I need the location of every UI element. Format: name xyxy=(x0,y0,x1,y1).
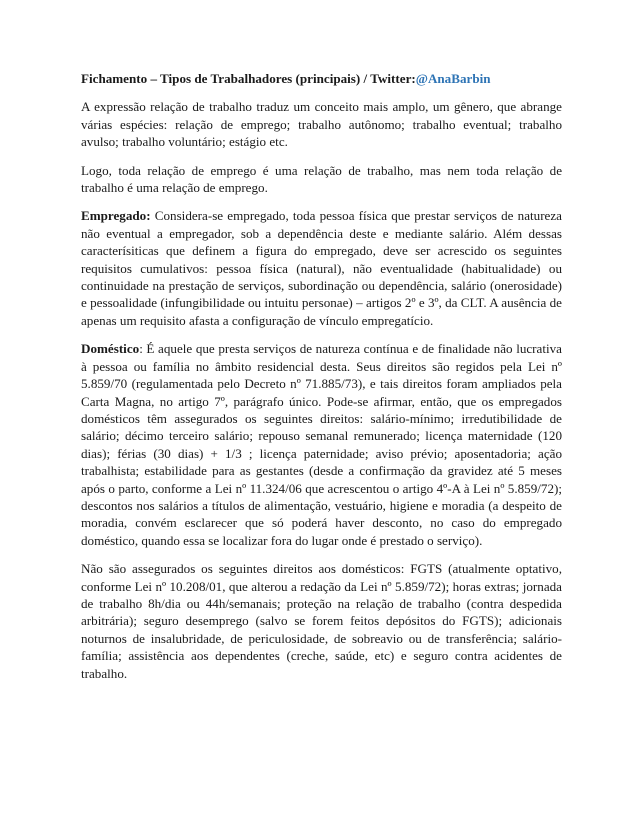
paragraph-domestico xyxy=(81,340,562,549)
document-page xyxy=(81,70,562,693)
paragraph-intro: A expressão relação de trabalho traduz um conceito mais amplo, um gênero, que abrange várias espécies: relação de emprego; trabalho autônomo; trabalho eventual; trabalho avulso; trabalho voluntário; estágio etc. xyxy=(81,99,562,150)
empregado-text: Considera-se empregado, toda pessoa física que prestar serviços de natureza não eventual a empregador, sob a dependência deste e mediante salário. Além dessas caracterísiticas que definem a figura do empregado, deve ser acrescido os seguintes requisitos cumulativos: pessoa física (natural), não eventualidade (habitualidade) ou continuidade na prestação de serviços, subordinação ou dependência, salário (onerosidade) e pessoalidade (infungibilidade ou intuitu personae) – artigos 2º e 3º, da CLT. A ausência de apenas um requisito afasta a configuração de vínculo empregatício. xyxy=(81,208,562,328)
term-empregado: Empregado: xyxy=(81,208,151,224)
domestico-text: : É aquele que presta serviços de natureza contínua e de finalidade não lucrativa à pessoa ou família no âmbito residencial desta. Seus direitos são regidos pela Lei nº 5.859/70 (regulamentada pelo Decreto nº 71.885/73), e tais direitos foram ampliados pela Carta Magna, no artigo 7º, parágrafo único. Pode-se afirmar, então, que os empregados domésticos têm assegurados os seguintes direitos: salário-mínimo; irredutibilidade de salário; décimo terceiro salário; repouso semanal remunerado; licença maternidade (120 dias); férias (30 dias) + 1/3 ; licença paternidade; aviso prévio; aposentadoria; ação trabalhista; estabilidade para as gestantes (desde a confirmação da gravidez até 5 meses após o parto, conforme a Lei nº 11.324/06 que acrescentou o artigo 4º-A à Lei nº 5.859/72); descontos nos salários a títulos de alimentação, vestuário, higiene e moradia (a despeito de moradia, convém esclarecer que só poderá haver desconto, no caso do empregado doméstico, quando essa se localizar fora do lugar onde é prestado o serviço). xyxy=(81,341,562,548)
paragraph-logo: Logo, toda relação de emprego é uma relação de trabalho, mas nem toda relação de trabalho é uma relação de emprego. xyxy=(81,162,562,196)
document-title xyxy=(81,70,562,87)
paragraph-nao-assegurados: Não são assegurados os seguintes direitos aos domésticos: FGTS (atualmente optativo, conforme Lei nº 10.208/01, que alterou a redação da Lei nº 5.859/72); horas extras; jornada de trabalho 8h/dia ou 44h/semanais; proteção na relação de trabalho (contra despedida arbitrária); seguro desemprego (salvo se forem feitos depósitos do FGTS); adicionais noturnos de insalubridade, de periculosidade, de sobreavio ou de transferência; salário-família; assistência aos dependentes (creche, saúde, etc) e seguro contra acidentes de trabalho. xyxy=(81,561,562,681)
twitter-handle-link[interactable]: @AnaBarbin xyxy=(415,71,491,86)
paragraph-empregado xyxy=(81,207,562,329)
term-domestico: Doméstico xyxy=(81,341,140,357)
title-text: Fichamento – Tipos de Trabalhadores (principais) / Twitter: xyxy=(81,71,416,86)
